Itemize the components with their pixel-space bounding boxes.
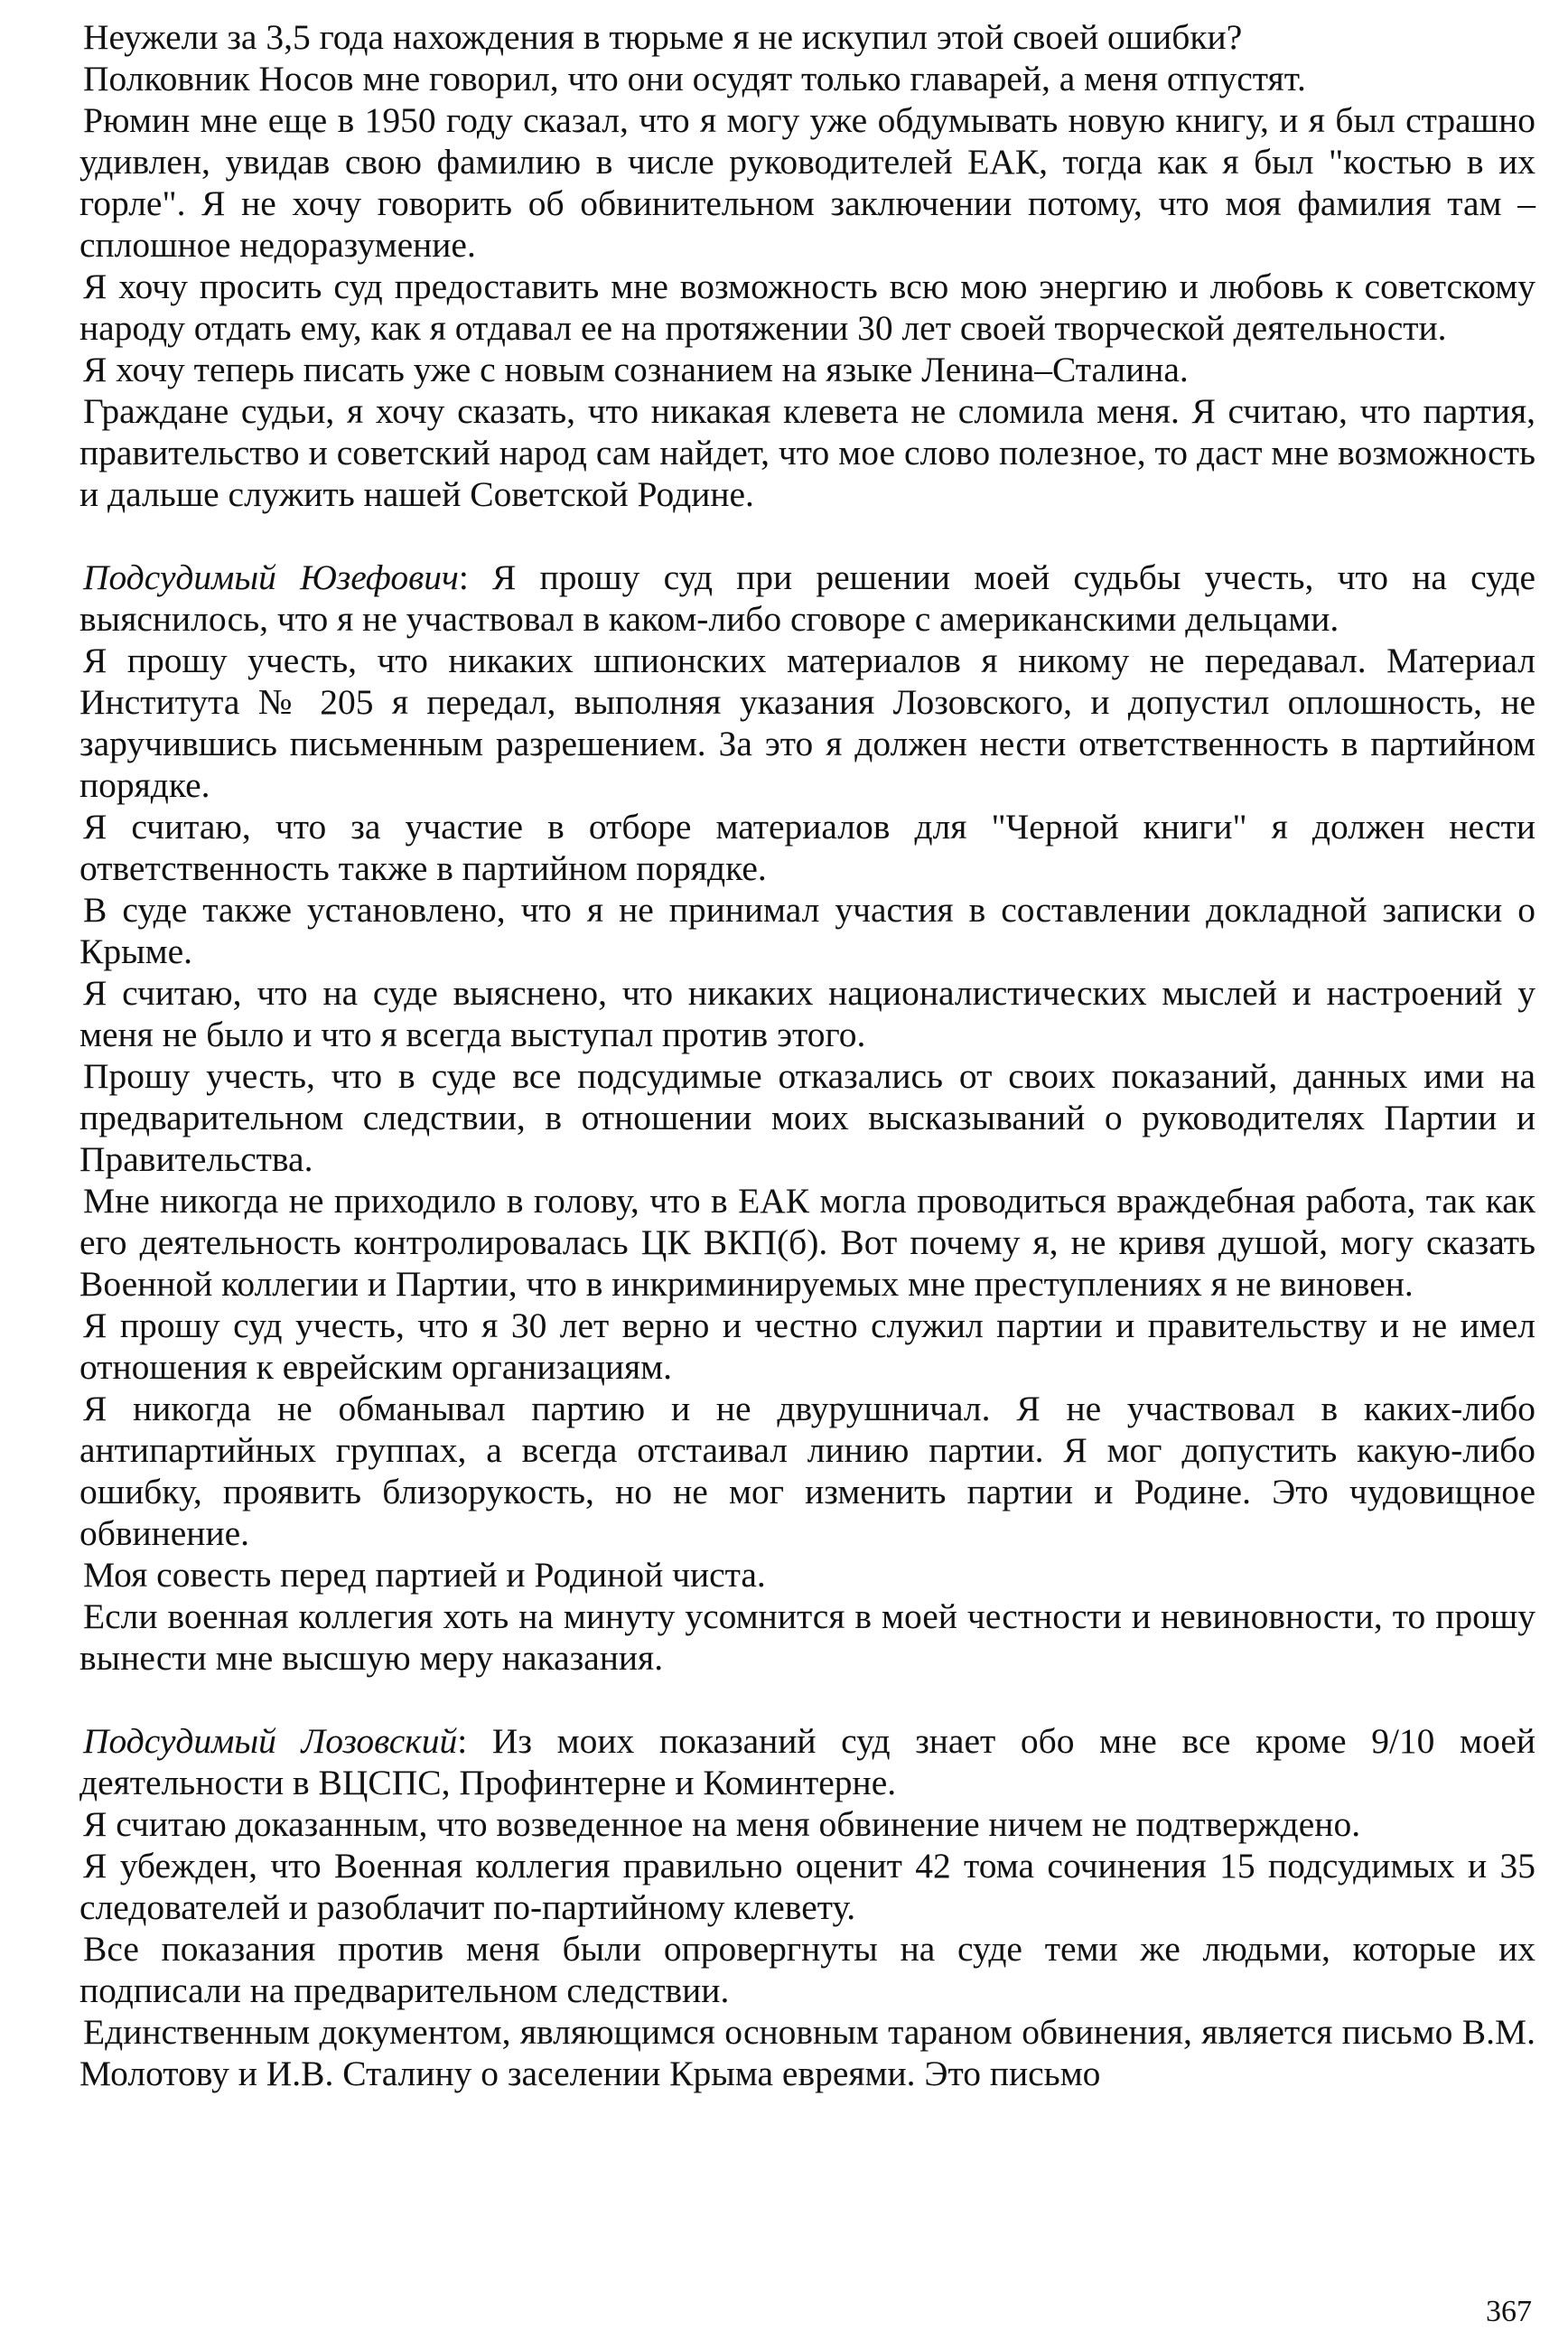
paragraph: В суде также установлено, что я не принимал участия в составлении докладной записки о Крыме. [79, 890, 1535, 971]
paragraph: Рюмин мне еще в 1950 году сказал, что я могу уже обдумывать новую книгу, и я был страшно удивлен, увидав свою фамилию в числе руководителей ЕАК, тогда как я был "костью в их горле". Я не хочу говорить об обвинительном заключении потому, что моя фамилия там – сплошное недоразумение. [79, 100, 1535, 265]
paragraph: Я считаю доказанным, что возведенное на меня обвинение ничем не подтверждено. [83, 1804, 1361, 1844]
paragraph: Я прошу суд учесть, что я 30 лет верно и честно служил партии и правительству и не имел отношения к еврейским организациям. [79, 1306, 1535, 1387]
document-page [79, 16, 1535, 2094]
section-2 [79, 557, 1535, 1679]
paragraph: Единственным документом, являющимся основным тараном обвинения, является письмо В.М. Молотову и И.В. Сталину о заселении Крыма евреями. Это письмо [79, 2012, 1535, 2093]
paragraph: Граждане судьи, я хочу сказать, что никакая клевета не сломила меня. Я считаю, что партия, правительство и советский народ сам найдет, что мое слово полезное, то даст мне возможность и дальше служить нашей Советской Родине. [79, 391, 1535, 514]
paragraph: Неужели за 3,5 года нахождения в тюрьме я не искупил этой своей ошибки? [83, 17, 1243, 57]
speaker-text: : Из моих показаний суд знает обо мне все кроме 9/10 моей деятельности в ВЦСПС, Профинтерне и Коминтерне. [79, 1721, 1535, 1802]
section-3 [79, 1720, 1535, 2094]
speaker-name: Подсудимый Лозовский [83, 1721, 458, 1761]
paragraph: Я никогда не обманывал партию и не двурушничал. Я не участвовал в каких-либо антипартийных группах, а всегда отстаивал линию партии. Я мог допустить какую-либо ошибку, проявить близорукость, но не мог изменить партии и Родине. Это чудовищное обвинение. [79, 1389, 1535, 1553]
paragraph: Мне никогда не приходило в голову, что в ЕАК могла проводиться враждебная работа, так как его деятельность контролировалась ЦК ВКП(б). Вот почему я, не кривя душой, могу сказать Военной коллегии и Партии, что в инкриминируемых мне преступлениях я не виновен. [79, 1181, 1535, 1304]
paragraph: Если военная коллегия хоть на минуту усомнится в моей честности и невиновности, то прошу вынести мне высшую меру наказания. [79, 1596, 1535, 1678]
paragraph: Полковник Носов мне говорил, что они осудят только главарей, а меня отпустят. [83, 59, 1306, 98]
paragraph: Моя совесть перед партией и Родиной чиста. [83, 1555, 766, 1595]
section-spacer [79, 1679, 1535, 1720]
speaker-text: : Я прошу суд при решении моей судьбы учесть, что на суде выяснилось, что я не участвовал в каком-либо сговоре с американскими дельцами. [79, 557, 1535, 639]
page-number: 367 [1486, 2295, 1532, 2328]
paragraph: Я хочу теперь писать уже с новым сознанием на языке Ленина–Сталина. [83, 350, 1189, 389]
paragraph: Все показания против меня были опровергнуты на суде теми же людьми, которые их подписали на предварительном следствии. [79, 1929, 1535, 2010]
speaker-paragraph [79, 557, 1535, 640]
section-spacer [79, 515, 1535, 557]
paragraph: Я хочу просить суд предоставить мне возможность всю мою энергию и любовь к советскому народу отдать ему, как я отдавал ее на протяжении 30 лет своей творческой деятельности. [79, 267, 1535, 348]
paragraph: Я убежден, что Военная коллегия правильно оценит 42 тома сочинения 15 подсудимых и 35 следователей и разоблачит по-партийному клевету. [79, 1846, 1535, 1927]
paragraph: Прошу учесть, что в суде все подсудимые отказались от своих показаний, данных ими на предварительном следствии, в отношении моих высказываний о руководителях Партии и Правительства. [79, 1056, 1535, 1179]
speaker-name: Подсудимый Юзефович [83, 557, 459, 597]
section-1 [79, 16, 1535, 515]
paragraph: Я считаю, что на суде выяснено, что никаких националистических мыслей и настроений у меня не было и что я всегда выступал против этого. [79, 973, 1535, 1054]
paragraph: Я прошу учесть, что никаких шпионских материалов я никому не передавал. Материал Института № 205 я передал, выполняя указания Лозовского, и допустил оплошность, не заручившись письменным разрешением. За это я должен нести ответственность в партийном порядке. [79, 641, 1535, 805]
speaker-paragraph [79, 1720, 1535, 1803]
paragraph: Я считаю, что за участие в отборе материалов для "Черной книги" я должен нести ответственность также в партийном порядке. [79, 807, 1535, 888]
